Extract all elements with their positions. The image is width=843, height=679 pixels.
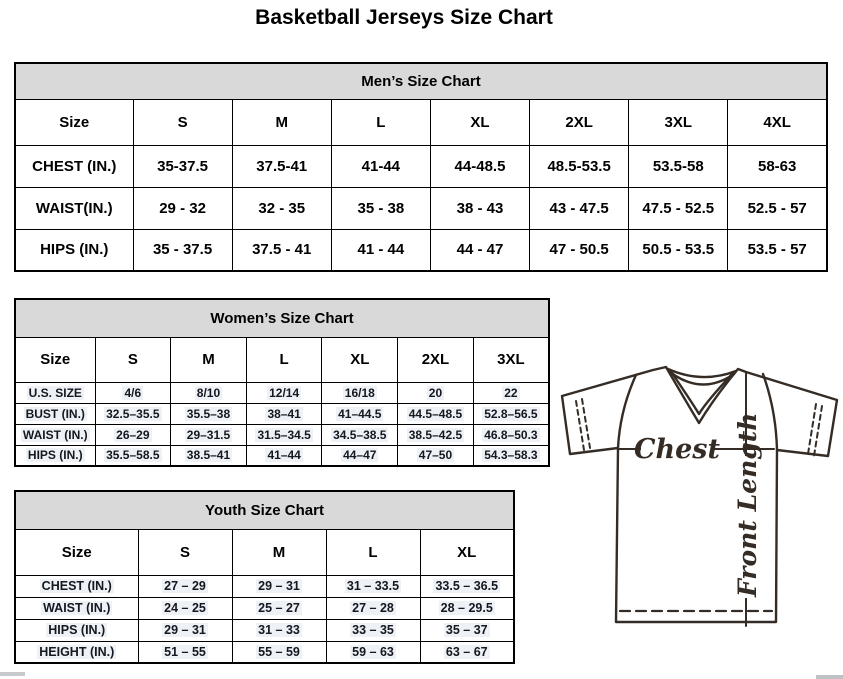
cell-text: HEIGHT (IN.) bbox=[39, 644, 115, 659]
row-label bbox=[15, 575, 138, 597]
row-label bbox=[15, 641, 138, 663]
cell bbox=[473, 424, 549, 445]
cell-text: U.S. SIZE bbox=[28, 385, 82, 400]
cell-text: 51 – 55 bbox=[164, 644, 206, 659]
cell: 35 - 38 bbox=[331, 187, 430, 229]
cell-text: 44–47 bbox=[343, 448, 377, 463]
column-header: Size bbox=[15, 529, 138, 575]
table-row bbox=[15, 575, 514, 597]
cell-text: 41–44.5 bbox=[338, 406, 382, 421]
cell-text: 24 – 25 bbox=[164, 601, 206, 615]
cell: 53.5 - 57 bbox=[728, 229, 827, 271]
cell bbox=[232, 575, 326, 597]
horizontal-scrollbar-fragment-right[interactable] bbox=[816, 675, 843, 679]
cell bbox=[138, 619, 232, 641]
cell bbox=[171, 445, 247, 466]
row-label bbox=[15, 403, 95, 424]
cell-text: 41–44 bbox=[267, 448, 301, 463]
cell: 47 - 50.5 bbox=[530, 229, 629, 271]
cell bbox=[473, 382, 549, 403]
cell: 35 - 37.5 bbox=[133, 229, 232, 271]
row-label bbox=[15, 445, 95, 466]
cell bbox=[232, 641, 326, 663]
cell bbox=[420, 597, 514, 619]
column-header: XL bbox=[420, 529, 514, 575]
column-header: L bbox=[246, 337, 322, 382]
cell: 29 - 32 bbox=[133, 187, 232, 229]
table-row bbox=[15, 145, 827, 187]
jersey-outline-shape bbox=[562, 367, 837, 622]
cell bbox=[171, 403, 247, 424]
cell bbox=[246, 382, 322, 403]
cell: 41 - 44 bbox=[331, 229, 430, 271]
cell-text: BUST (IN.) bbox=[25, 406, 85, 421]
cell bbox=[322, 382, 398, 403]
cell bbox=[326, 575, 420, 597]
column-header: M bbox=[171, 337, 247, 382]
cell-text: 32.5–35.5 bbox=[106, 406, 160, 421]
column-header: XL bbox=[322, 337, 398, 382]
cell-text: 38.5–41 bbox=[186, 448, 231, 463]
cell bbox=[95, 382, 171, 403]
column-header: Size bbox=[15, 99, 133, 145]
table-row bbox=[15, 187, 827, 229]
table-row bbox=[15, 445, 549, 466]
womens-header-row bbox=[15, 337, 549, 382]
cell-text: 8/10 bbox=[196, 385, 221, 400]
cell-text: 34.5–38.5 bbox=[333, 427, 387, 442]
cell-text: 25 – 27 bbox=[258, 601, 300, 615]
cell bbox=[246, 424, 322, 445]
mens-size-table bbox=[14, 62, 828, 272]
cell-text: WAIST (IN.) bbox=[43, 601, 111, 615]
column-header: 3XL bbox=[629, 99, 728, 145]
cell-text: 31.5–34.5 bbox=[257, 427, 311, 442]
cell-text: 38.5–42.5 bbox=[408, 427, 463, 442]
jersey-diagram bbox=[556, 360, 843, 672]
cell-text: 35.5–58.5 bbox=[106, 448, 160, 463]
column-header: 2XL bbox=[398, 337, 474, 382]
cell-text: HIPS (IN.) bbox=[27, 448, 83, 463]
cell bbox=[95, 424, 171, 445]
cell: 35-37.5 bbox=[133, 145, 232, 187]
youth-size-table bbox=[14, 490, 515, 664]
cell: 47.5 - 52.5 bbox=[629, 187, 728, 229]
table-row bbox=[15, 424, 549, 445]
horizontal-scrollbar-fragment-left[interactable] bbox=[0, 672, 25, 676]
cell-text: 31 – 33.5 bbox=[346, 579, 400, 593]
cell bbox=[398, 382, 474, 403]
column-header: S bbox=[133, 99, 232, 145]
column-header: L bbox=[331, 99, 430, 145]
cell bbox=[326, 619, 420, 641]
cell: 44-48.5 bbox=[430, 145, 529, 187]
cell: 43 - 47.5 bbox=[530, 187, 629, 229]
cell bbox=[398, 445, 474, 466]
cell: 53.5-58 bbox=[629, 145, 728, 187]
column-header: M bbox=[232, 99, 331, 145]
cell-text: 28 – 29.5 bbox=[440, 601, 493, 615]
column-header: 2XL bbox=[530, 99, 629, 145]
cell bbox=[322, 424, 398, 445]
chest-label: Chest bbox=[634, 434, 720, 465]
table-row bbox=[15, 619, 514, 641]
cell: 37.5-41 bbox=[232, 145, 331, 187]
column-header: S bbox=[95, 337, 171, 382]
column-header: 4XL bbox=[728, 99, 827, 145]
cell bbox=[473, 403, 549, 424]
cell bbox=[138, 597, 232, 619]
cell-text: 29 – 31 bbox=[258, 579, 300, 593]
cell bbox=[232, 597, 326, 619]
cell-text: 27 – 28 bbox=[352, 601, 394, 615]
youth-table-title: Youth Size Chart bbox=[15, 491, 514, 529]
cell bbox=[95, 445, 171, 466]
row-label: WAIST(IN.) bbox=[15, 187, 133, 229]
cell-text: 46.8–50.3 bbox=[484, 427, 538, 442]
table-row bbox=[15, 597, 514, 619]
cell-text: 47–50 bbox=[418, 448, 453, 463]
cell-text: 16/18 bbox=[344, 385, 375, 400]
table-row bbox=[15, 403, 549, 424]
cell bbox=[171, 424, 247, 445]
cell bbox=[95, 403, 171, 424]
cell bbox=[326, 597, 420, 619]
cell bbox=[420, 575, 514, 597]
cell-text: 59 – 63 bbox=[352, 644, 394, 659]
cell: 48.5-53.5 bbox=[530, 145, 629, 187]
cell bbox=[138, 641, 232, 663]
cell-text: 38–41 bbox=[267, 406, 301, 421]
cell bbox=[473, 445, 549, 466]
cell-text: HIPS (IN.) bbox=[48, 623, 106, 637]
cell bbox=[420, 641, 514, 663]
cell-text: 55 – 59 bbox=[258, 644, 300, 659]
cell bbox=[232, 619, 326, 641]
row-label: HIPS (IN.) bbox=[15, 229, 133, 271]
cell bbox=[398, 424, 474, 445]
mens-header-row bbox=[15, 99, 827, 145]
column-header: M bbox=[232, 529, 326, 575]
cell-text: 35.5–38 bbox=[186, 406, 231, 421]
cell: 44 - 47 bbox=[430, 229, 529, 271]
cell-text: 54.3–58.3 bbox=[484, 448, 538, 463]
row-label bbox=[15, 382, 95, 403]
cell bbox=[138, 575, 232, 597]
cell-text: 44.5–48.5 bbox=[408, 406, 463, 421]
mens-table-title: Men’s Size Chart bbox=[15, 63, 827, 99]
cell bbox=[322, 445, 398, 466]
collar-back-seam bbox=[668, 369, 736, 377]
cell-text: 20 bbox=[428, 385, 443, 400]
mens-table-title-row bbox=[15, 63, 827, 99]
row-label bbox=[15, 597, 138, 619]
cell-text: 27 – 29 bbox=[164, 579, 206, 593]
cell bbox=[326, 641, 420, 663]
womens-table-title-row bbox=[15, 299, 549, 337]
cell-text: 63 – 67 bbox=[445, 644, 488, 659]
cell bbox=[171, 382, 247, 403]
cell bbox=[398, 403, 474, 424]
cell-text: 29 – 31 bbox=[164, 623, 206, 637]
cell: 50.5 - 53.5 bbox=[629, 229, 728, 271]
cell bbox=[246, 403, 322, 424]
youth-table-title-row bbox=[15, 491, 514, 529]
youth-header-row bbox=[15, 529, 514, 575]
cell: 38 - 43 bbox=[430, 187, 529, 229]
cell-text: 33.5 – 36.5 bbox=[435, 579, 499, 593]
cell bbox=[246, 445, 322, 466]
cell-text: 12/14 bbox=[269, 385, 300, 400]
cell bbox=[420, 619, 514, 641]
womens-size-table bbox=[14, 298, 550, 467]
cell-text: 33 – 35 bbox=[352, 623, 394, 637]
cell-text: 35 – 37 bbox=[445, 623, 488, 637]
cell: 58-63 bbox=[728, 145, 827, 187]
table-row bbox=[15, 641, 514, 663]
womens-table-title: Women’s Size Chart bbox=[15, 299, 549, 337]
cell-text: 31 – 33 bbox=[258, 623, 300, 637]
cell bbox=[322, 403, 398, 424]
cell: 41-44 bbox=[331, 145, 430, 187]
row-label: CHEST (IN.) bbox=[15, 145, 133, 187]
cell-text: 52.8–56.5 bbox=[484, 406, 538, 421]
front-length-label: Front Length bbox=[733, 412, 762, 597]
cell-text: CHEST (IN.) bbox=[41, 579, 112, 593]
cell: 37.5 - 41 bbox=[232, 229, 331, 271]
table-row bbox=[15, 229, 827, 271]
cell: 52.5 - 57 bbox=[728, 187, 827, 229]
row-label bbox=[15, 424, 95, 445]
row-label bbox=[15, 619, 138, 641]
cell-text: 4/6 bbox=[124, 385, 142, 400]
cell-text: 29–31.5 bbox=[186, 427, 231, 442]
page-title: Basketball Jerseys Size Chart bbox=[255, 6, 553, 29]
column-header: L bbox=[326, 529, 420, 575]
cell-text: WAIST (IN.) bbox=[22, 427, 88, 442]
cell-text: 26–29 bbox=[116, 427, 150, 442]
cell: 32 - 35 bbox=[232, 187, 331, 229]
column-header: XL bbox=[430, 99, 529, 145]
column-header: 3XL bbox=[473, 337, 549, 382]
column-header: Size bbox=[15, 337, 95, 382]
column-header: S bbox=[138, 529, 232, 575]
table-row bbox=[15, 382, 549, 403]
cell-text: 22 bbox=[504, 385, 518, 400]
